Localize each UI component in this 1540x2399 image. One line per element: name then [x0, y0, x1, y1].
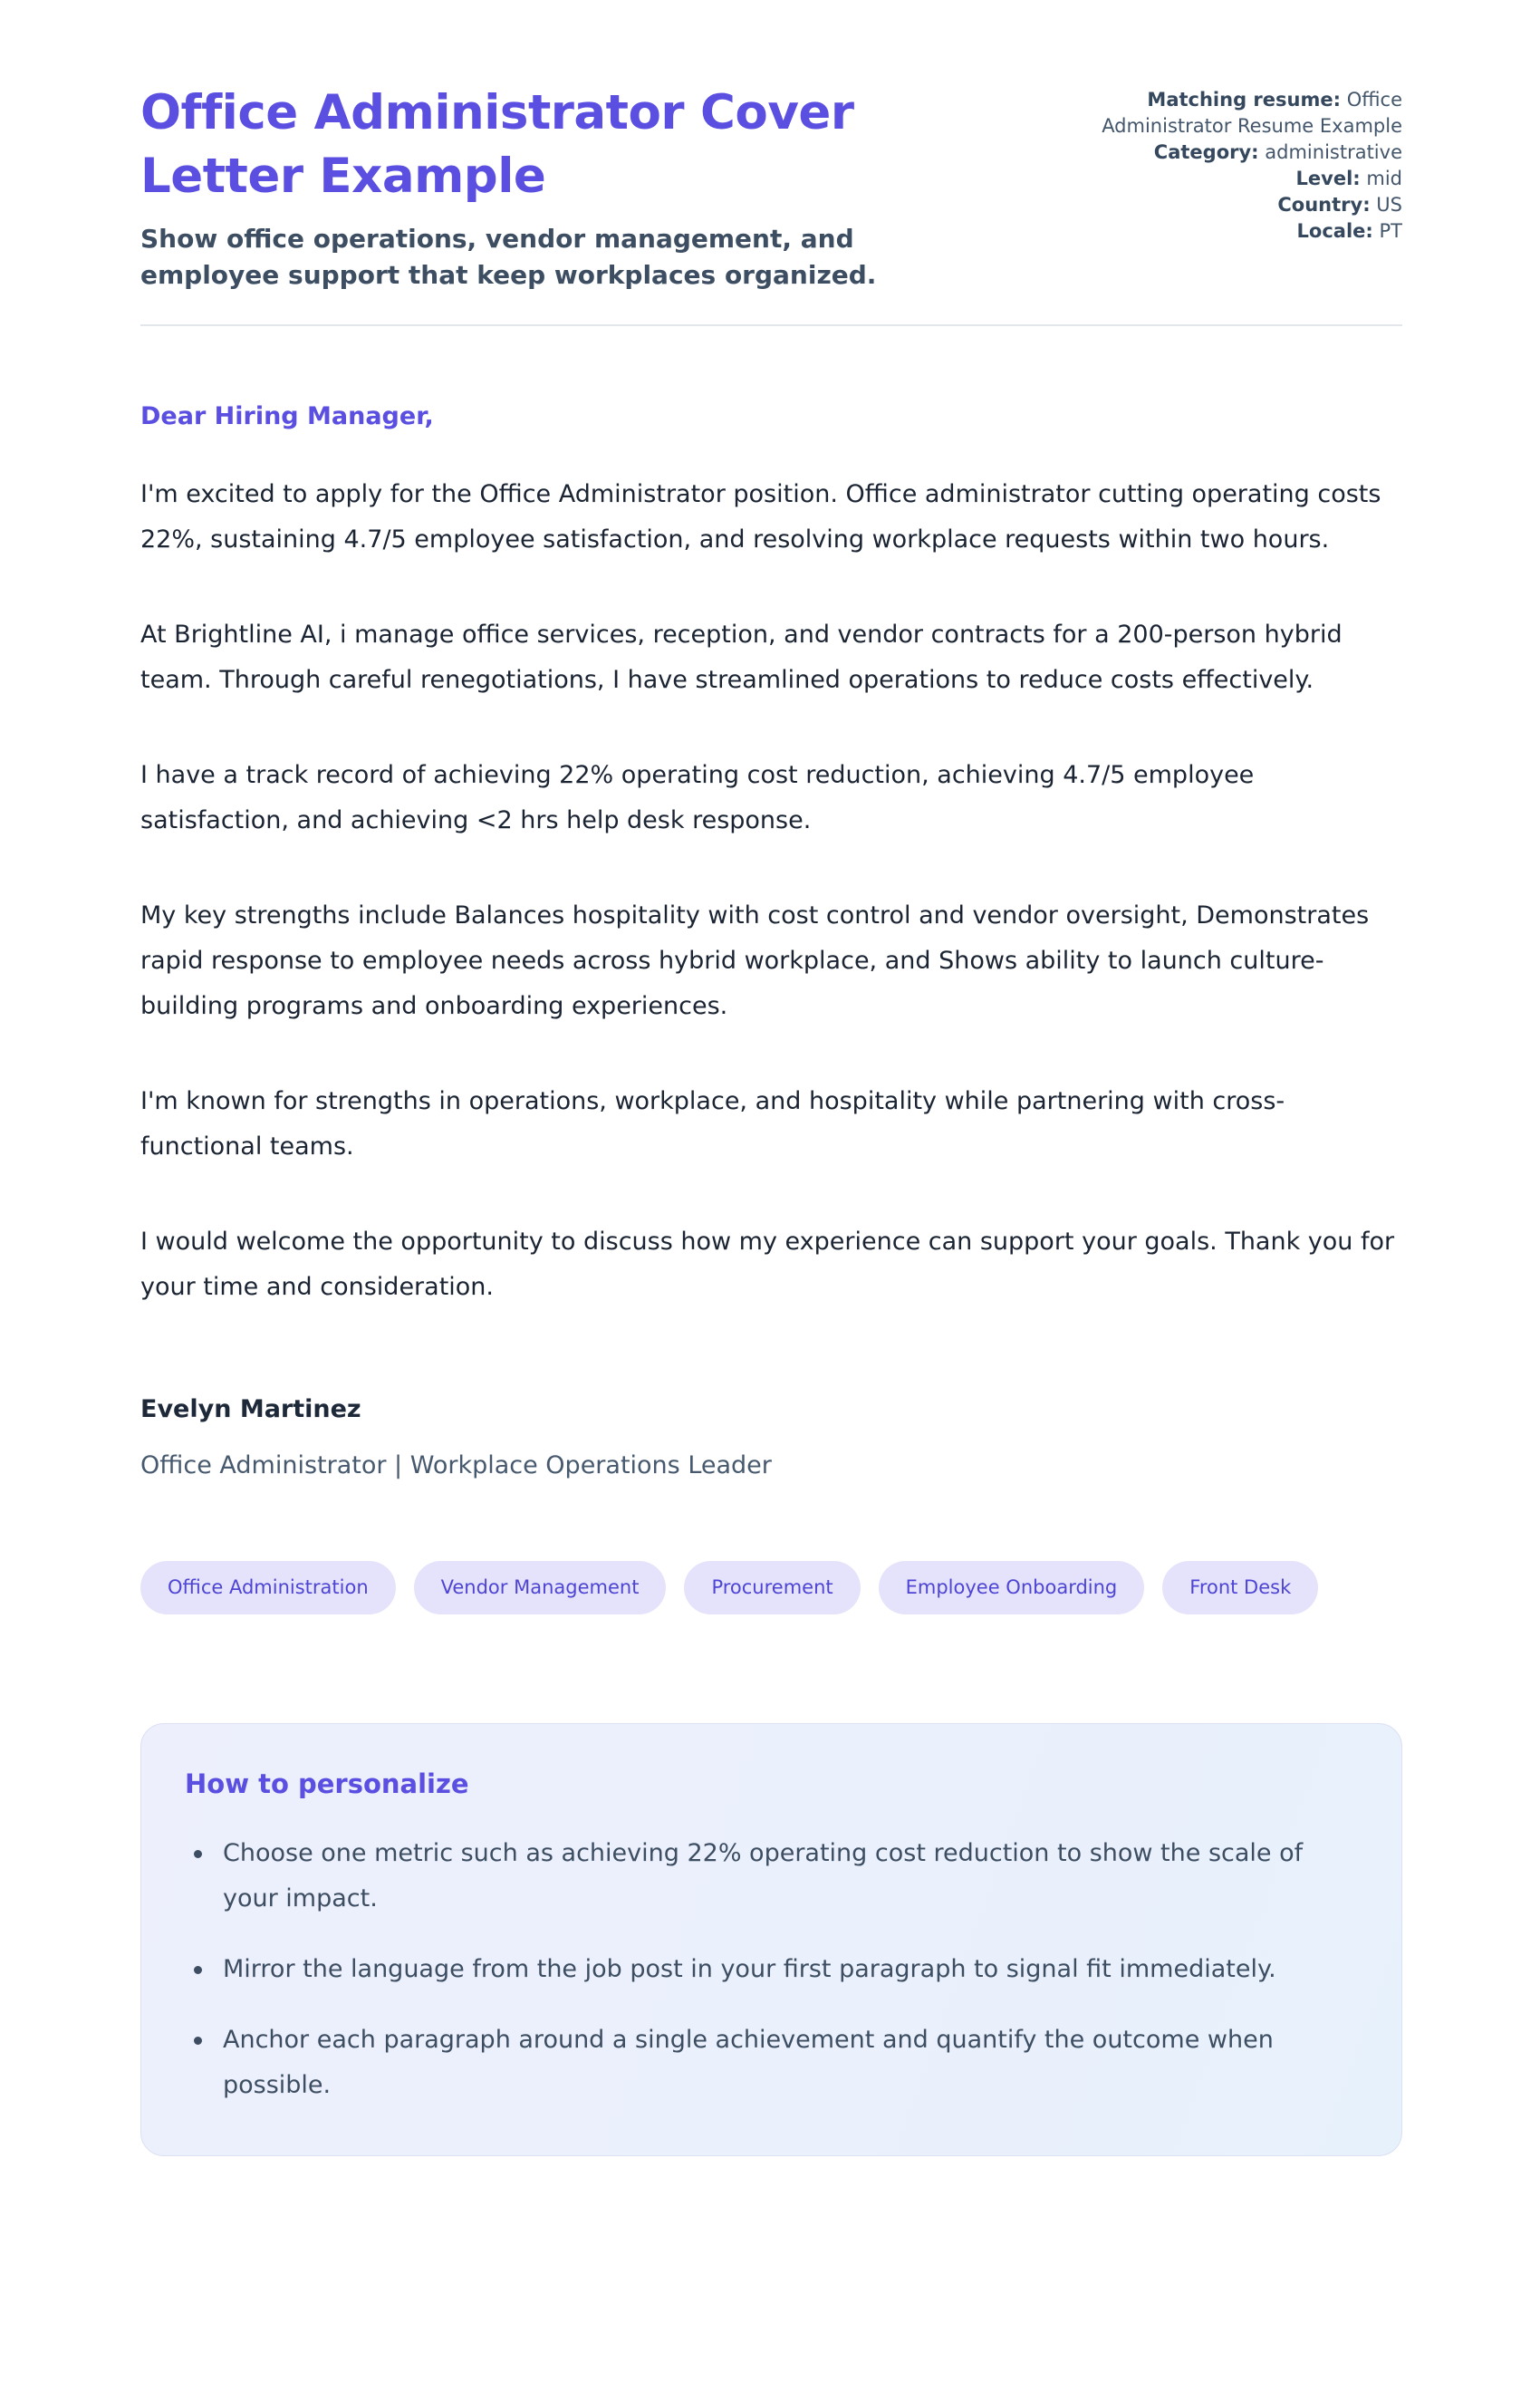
cover-letter-page — [140, 0, 1402, 2218]
meta-value: mid — [1366, 168, 1402, 189]
meta-row — [1102, 87, 1402, 140]
meta-row — [1102, 218, 1402, 245]
resume-meta-block — [1102, 87, 1402, 245]
meta-label: Matching resume: — [1147, 89, 1341, 111]
skill-tag-pill[interactable]: Employee Onboarding — [879, 1561, 1145, 1614]
meta-value: PT — [1379, 220, 1402, 242]
letter-paragraph: I'm excited to apply for the Office Administrator position. Office administrator cutting operating costs 22%, sustaining 4.7/5 employee satisfaction, and resolving workplace requests within two hours. — [140, 480, 1381, 554]
letter-body — [140, 394, 1402, 1489]
page-header — [140, 82, 1402, 294]
personalize-tip: Mirror the language from the job post in your first paragraph to signal fit immediately. — [185, 1947, 1344, 1992]
personalize-tips-list — [185, 1831, 1358, 2108]
letter-paragraph: My key strengths include Balances hospitality with cost control and vendor oversight, Demonstrates rapid response to employee needs across hybrid workplace, and Shows ability to launch culture-building programs and onboarding experiences. — [140, 901, 1370, 1020]
page-subtitle: Show office operations, vendor management, and employee support that keep workplaces organized. — [140, 224, 877, 290]
meta-label: Locale: — [1296, 220, 1373, 242]
meta-row — [1102, 166, 1402, 192]
meta-label: Country: — [1277, 194, 1371, 216]
signature-name: Evelyn Martinez — [140, 1395, 361, 1423]
letter-greeting: Dear Hiring Manager, — [140, 402, 434, 430]
skill-tag-pill[interactable]: Procurement — [684, 1561, 860, 1614]
skill-tag-pill[interactable]: Office Administration — [140, 1561, 396, 1614]
meta-value: US — [1376, 194, 1402, 216]
page-title: Office Administrator Cover Letter Example — [140, 85, 854, 204]
personalize-heading: How to personalize — [185, 1768, 469, 1799]
letter-paragraph: I would welcome the opportunity to discuss how my experience can support your goals. Thank you for your time and consideration. — [140, 1228, 1395, 1301]
personalize-tip: Anchor each paragraph around a single achievement and quantify the outcome when possible. — [185, 2018, 1344, 2108]
meta-value: Office Administrator Resume Example — [1102, 89, 1402, 137]
personalize-card — [140, 1723, 1402, 2156]
meta-value: administrative — [1265, 141, 1402, 163]
letter-paragraphs — [140, 472, 1402, 1310]
letter-paragraph: I'm known for strengths in operations, workplace, and hospitality while partnering with cross-functional teams. — [140, 1087, 1285, 1161]
signature-block — [140, 1387, 1402, 1489]
letter-paragraph: At Brightline AI, i manage office services, reception, and vendor contracts for a 200-person hybrid team. Through careful renegotiations, I have streamlined operations to reduce costs effectively. — [140, 621, 1343, 694]
personalize-tip: Choose one metric such as achieving 22% operating cost reduction to show the scale of your impact. — [185, 1831, 1344, 1922]
skill-tag-pill[interactable]: Front Desk — [1162, 1561, 1318, 1614]
meta-row — [1102, 140, 1402, 166]
skill-tag-pill[interactable]: Vendor Management — [414, 1561, 667, 1614]
letter-paragraph: I have a track record of achieving 22% operating cost reduction, achieving 4.7/5 employee satisfaction, and achieving <2 hrs help desk response. — [140, 761, 1255, 834]
header-divider — [140, 324, 1402, 326]
meta-row — [1102, 192, 1402, 218]
meta-label: Level: — [1295, 168, 1361, 189]
skill-tags — [140, 1561, 1402, 1614]
meta-label: Category: — [1153, 141, 1259, 163]
signature-title: Office Administrator | Workplace Operations Leader — [140, 1451, 772, 1479]
header-title-block — [140, 82, 1028, 294]
